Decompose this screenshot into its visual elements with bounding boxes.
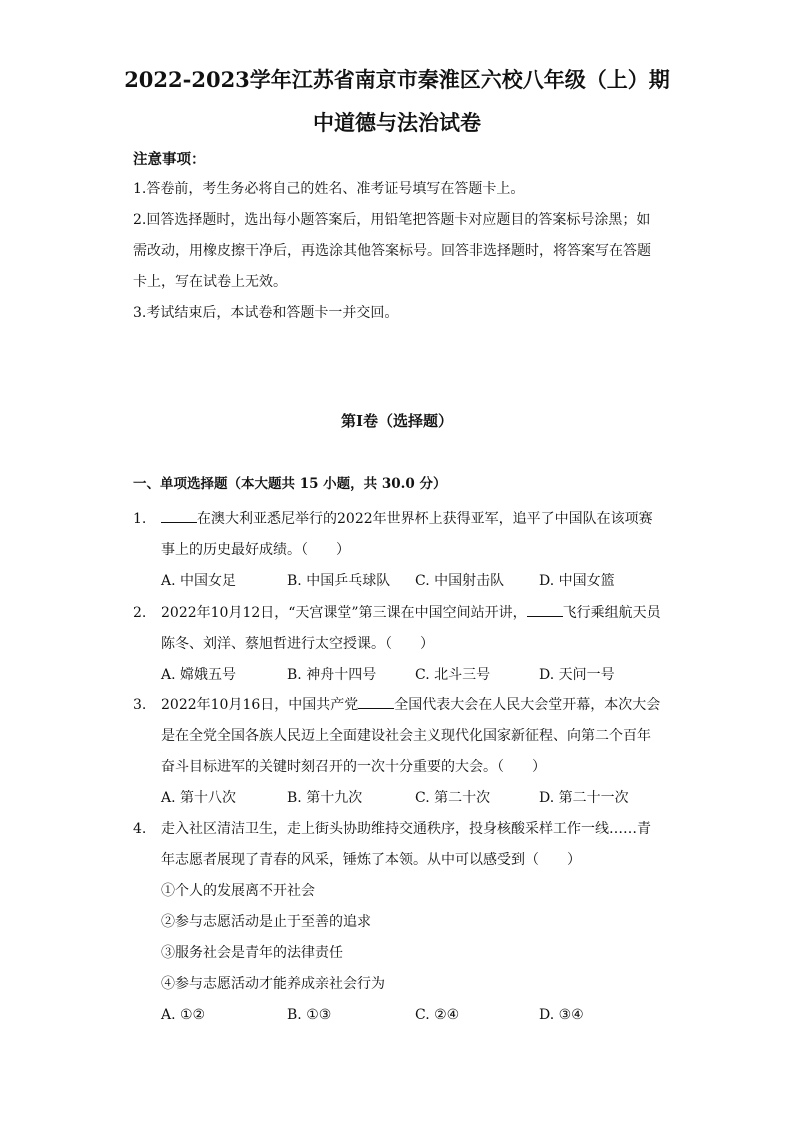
section-title: 第Ⅰ卷（选择题） [340, 412, 454, 430]
statement-2: ②参与志愿活动是止于至善的追求 [161, 914, 371, 930]
option-d: D. ③④ [539, 1007, 584, 1023]
option-c: C. 北斗三号 [415, 667, 491, 683]
option-a: A. 嫦娥五号 [161, 667, 237, 683]
question-4 [133, 814, 663, 1031]
answer-blank [527, 602, 563, 617]
question-3 [133, 690, 663, 814]
options-row [161, 1000, 663, 1031]
question-text: 在澳大利亚悉尼举行的2022年世界杯上获得亚军，追平了中国队在该项赛事上的历史最好成绩。（ ） [161, 511, 653, 558]
option-d: D. 天问一号 [539, 667, 615, 683]
question-number: 3. [133, 697, 147, 713]
question-stem [161, 690, 663, 783]
statement-1: ①个人的发展离不开社会 [161, 883, 315, 899]
question-group-title: 一、单项选择题（本大题共 15 小题，共 30.0 分） [133, 476, 447, 492]
options-row [161, 783, 663, 814]
notice-item-2: 2.回答选择题时，选出每小题答案后，用铅笔把答题卡对应题目的答案标号涂黑；如需改动，用橡皮擦干净后，再选涂其他答案标号。回答非选择题时，将答案写在答题卡上，写在试卷上无效。 [133, 212, 651, 290]
question-2 [133, 598, 663, 691]
option-c: C. ②④ [415, 1007, 460, 1023]
question-1 [133, 504, 663, 597]
options-row [161, 660, 663, 691]
question-stem [161, 598, 663, 660]
question-text-after: 全国代表大会在人民大会堂开幕，本次大会是在全党全国各族人民迈上全面建设社会主义现代化国家新征程、向第二个百年奋斗目标进军的关键时刻召开的一次十分重要的大会。（ ） [161, 697, 661, 775]
option-d: D. 中国女篮 [539, 573, 615, 589]
question-text-before: 2022年10月12日，“天宫课堂”第三课在中国空间站开讲， [161, 605, 527, 621]
statement-3: ③服务社会是青年的法律责任 [161, 945, 343, 961]
question-text-after: 飞行乘组航天员陈冬、刘洋、蔡旭哲进行太空授课。（ ） [161, 605, 661, 652]
answer-blank [358, 694, 394, 709]
option-a: A. ①② [161, 1007, 206, 1023]
question-stem: 走入社区清洁卫生，走上街头协助维持交通秩序，投身核酸采样工作一线……青年志愿者展现了青春的风采，锤炼了本领。从中可以感受到（ ） [161, 821, 651, 868]
question-number: 2. [133, 605, 147, 621]
answer-blank [161, 508, 197, 523]
exam-title-line1: 2022-2023学年江苏省南京市秦淮区六校八年级（上）期 [124, 67, 670, 92]
exam-title-line2: 中道德与法治试卷 [313, 110, 481, 135]
question-text-before: 2022年10月16日，中国共产党 [161, 697, 359, 713]
option-c: C. 第二十次 [415, 790, 491, 806]
option-c: C. 中国射击队 [415, 573, 505, 589]
option-b: B. 第十九次 [287, 790, 363, 806]
options-row [161, 566, 663, 597]
notice-item-1: 1.答卷前，考生务必将自己的姓名、准考证号填写在答题卡上。 [133, 181, 525, 197]
question-number: 1. [133, 511, 147, 527]
option-b: B. ①③ [287, 1007, 332, 1023]
option-b: B. 神舟十四号 [287, 667, 377, 683]
statement-4: ④参与志愿活动才能养成亲社会行为 [161, 976, 385, 992]
option-d: D. 第二十一次 [539, 790, 629, 806]
notice-item-3: 3.考试结束后，本试卷和答题卡一并交回。 [133, 305, 399, 321]
question-number: 4. [133, 821, 147, 837]
option-a: A. 第十八次 [161, 790, 237, 806]
notice-heading: 注意事项： [133, 151, 206, 168]
option-b: B. 中国乒乓球队 [287, 573, 391, 589]
option-a: A. 中国女足 [161, 573, 237, 589]
question-stem [161, 504, 663, 566]
